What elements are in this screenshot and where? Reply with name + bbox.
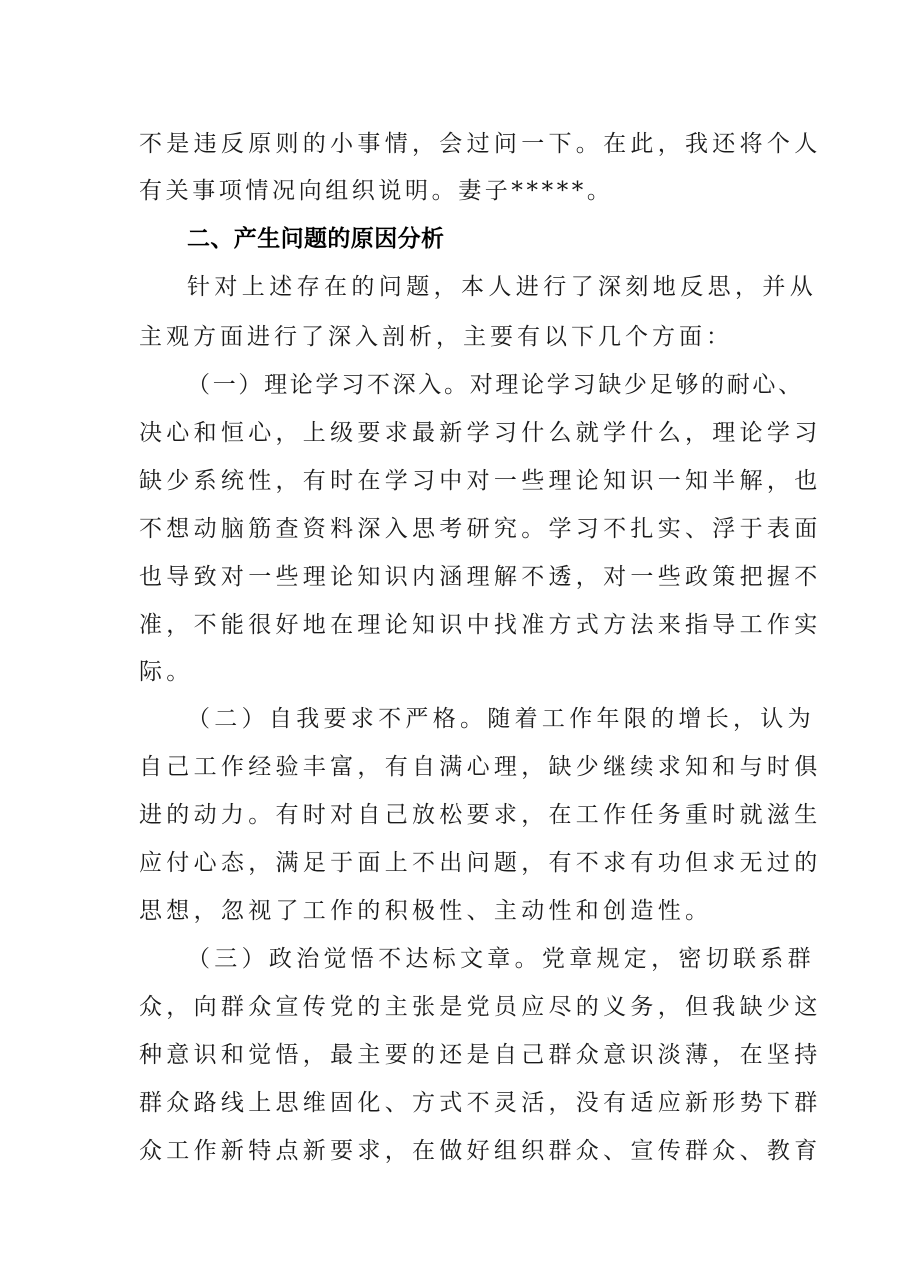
- body-line-8: 缺少系统性，有时在学习中对一些理论知识一知半解，也: [139, 468, 822, 494]
- body-line-9: 不想动脑筋查资料深入思考研究。学习不扎实、浮于表面: [139, 516, 822, 542]
- body-line-7: 决心和恒心，上级要求最新学习什么就学什么，理论学习: [139, 420, 822, 446]
- body-line-1: 不是违反原则的小事情，会过问一下。在此，我还将个人: [139, 131, 822, 157]
- body-line-13: （二）自我要求不严格。随着工作年限的增长，认为: [187, 706, 815, 732]
- body-line-6: （一）理论学习不深入。对理论学习缺少足够的耐心、: [187, 372, 804, 398]
- body-line-19: 众，向群众宣传党的主张是党员应尽的义务，但我缺少这: [139, 994, 822, 1020]
- body-line-20: 种意识和觉悟，最主要的还是自己群众意识淡薄，在坚持: [139, 1042, 822, 1068]
- body-line-12: 际。: [139, 659, 194, 685]
- body-line-5: 主观方面进行了深入剖析，主要有以下几个方面：: [139, 324, 733, 350]
- body-line-18: （三）政治觉悟不达标文章。党章规定，密切联系群: [187, 946, 815, 972]
- section-heading: 二、产生问题的原因分析: [187, 226, 445, 252]
- body-line-10: 也导致对一些理论知识内涵理解不透，对一些政策把握不: [139, 564, 822, 590]
- body-line-11: 准，不能很好地在理论知识中找准方式方法来指导工作实: [139, 612, 822, 638]
- body-line-16: 应付心态，满足于面上不出问题，有不求有功但求无过的: [139, 850, 822, 876]
- body-line-2: 有关事项情况向组织说明。妻子*****。: [139, 178, 614, 204]
- body-line-15: 进的动力。有时对自己放松要求，在工作任务重时就滋生: [139, 802, 822, 828]
- body-line-17: 思想，忽视了工作的积极性、主动性和创造性。: [139, 898, 713, 924]
- body-line-14: 自己工作经验丰富，有自满心理，缺少继续求知和与时俱: [139, 754, 822, 780]
- body-line-4: 针对上述存在的问题，本人进行了深刻地反思，并从: [187, 274, 818, 300]
- body-line-21: 群众路线上思维固化、方式不灵活，没有适应新形势下群: [139, 1090, 822, 1116]
- body-line-22: 众工作新特点新要求，在做好组织群众、宣传群众、教育: [139, 1138, 822, 1164]
